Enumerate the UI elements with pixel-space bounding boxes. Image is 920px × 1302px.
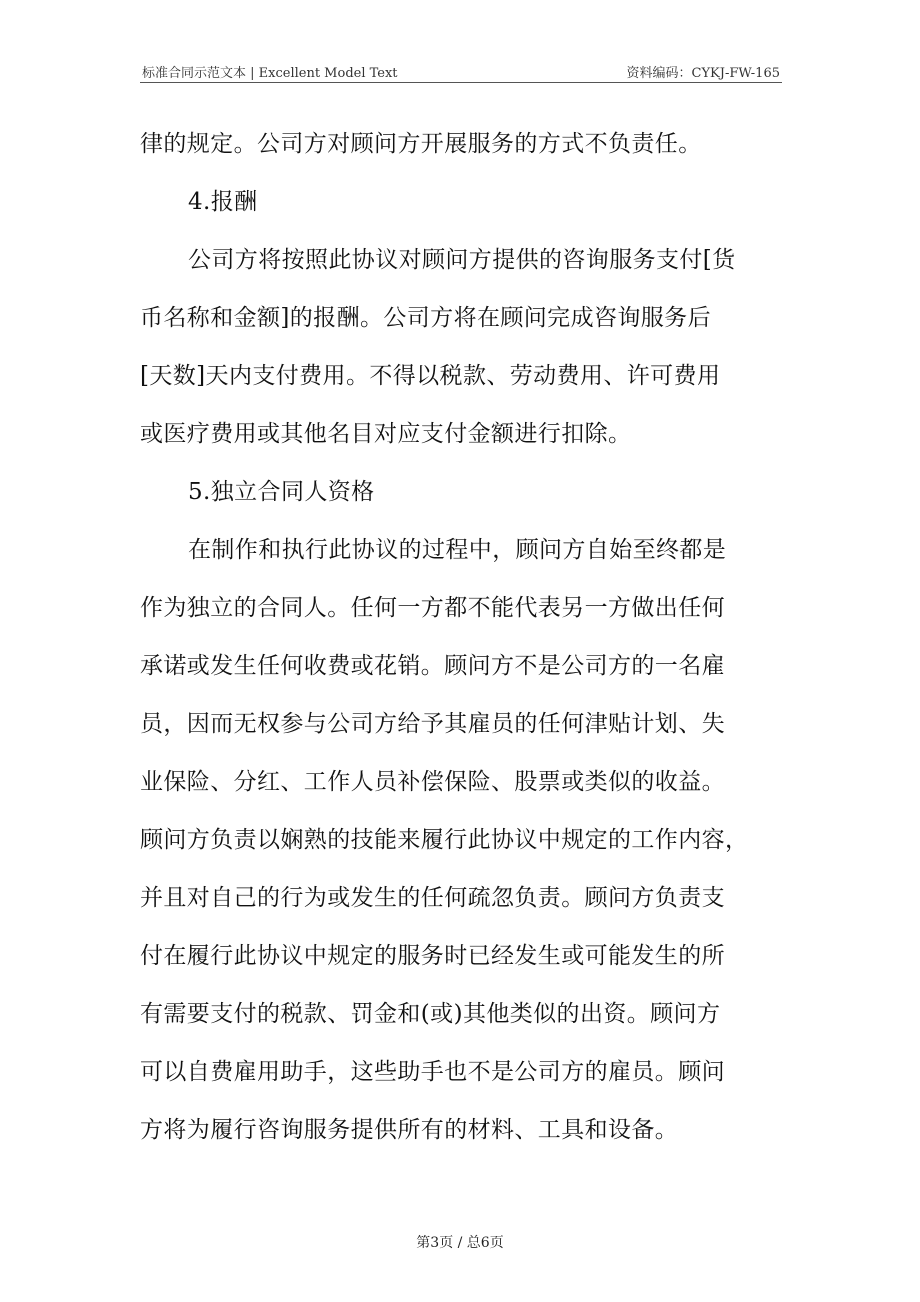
body-line: 顾问方负责以娴熟的技能来履行此协议中规定的工作内容， (140, 827, 749, 853)
body-line: 在制作和执行此协议的过程中，顾问方自始至终都是 (188, 537, 727, 563)
page-header (140, 60, 782, 83)
body-line: 或医疗费用或其他名目对应支付金额进行扣除。 (140, 421, 632, 447)
body-line: 律的规定。公司方对顾问方开展服务的方式不负责任。 (140, 131, 702, 157)
page-footer (0, 1232, 920, 1252)
body-line: 付在履行此协议中规定的服务时已经发生或可能发生的所 (140, 943, 725, 969)
body-line: 方将为履行咨询服务提供所有的材料、工具和设备。 (140, 1117, 679, 1143)
section-heading-remuneration: 4.报酬 (188, 189, 258, 215)
body-line: 作为独立的合同人。任何一方都不能代表另一方做出任何 (140, 595, 725, 621)
body-line: 业保险、分红、工作人员补偿保险、股票或类似的收益。 (140, 769, 725, 795)
page-number: 第3页 / 总6页 (416, 1235, 504, 1251)
document-body (140, 118, 785, 1162)
body-line: 公司方将按照此协议对顾问方提供的咨询服务支付[货 (188, 247, 736, 273)
body-line: 可以自费雇用助手，这些助手也不是公司方的雇员。顾问 (140, 1059, 725, 1085)
header-title: 标准合同示范文本 | Excellent Model Text (142, 66, 398, 81)
body-line: [天数]天内支付费用。不得以税款、劳动费用、许可费用 (140, 363, 721, 389)
body-line: 承诺或发生任何收费或花销。顾问方不是公司方的一名雇 (140, 653, 725, 679)
body-line: 币名称和金额]的报酬。公司方将在顾问完成咨询服务后 (140, 305, 711, 331)
body-line: 员，因而无权参与公司方给予其雇员的任何津贴计划、失 (140, 711, 725, 737)
section-heading-independent-contractor: 5.独立合同人资格 (188, 479, 375, 505)
header-document-code: 资料编码：CYKJ-FW-165 (626, 66, 780, 81)
body-line: 并且对自己的行为或发生的任何疏忽负责。顾问方负责支 (140, 885, 725, 911)
body-line: 有需要支付的税款、罚金和(或)其他类似的出资。顾问方 (140, 1001, 721, 1027)
